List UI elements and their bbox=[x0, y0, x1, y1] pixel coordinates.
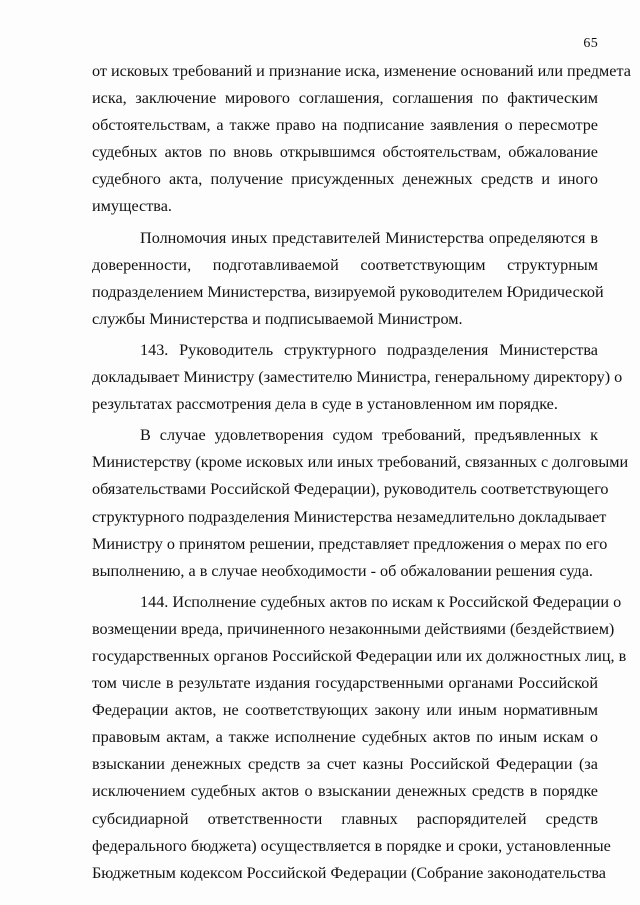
text-line: Бюджетным кодексом Российской Федерации (Собрание законодательства bbox=[92, 863, 606, 882]
paragraph bbox=[92, 422, 629, 585]
page-number: 65 bbox=[583, 36, 598, 51]
text-line: обстоятельствам, а также право на подписание заявления о пересмотре bbox=[92, 116, 598, 135]
text-line: службы Министерства и подписываемой Министром. bbox=[92, 309, 463, 328]
paragraph bbox=[92, 589, 627, 887]
text-line: 144. Исполнение судебных актов по искам к Российской Федерации о bbox=[140, 592, 622, 611]
text-line: Полномочия иных представителей Министерства определяются в bbox=[140, 228, 598, 247]
text-line: 143. Руководитель структурного подразделения Министерства bbox=[140, 340, 598, 359]
text-line: обязательствами Российской Федерации), руководитель соответствующего bbox=[92, 480, 609, 499]
text-line: выполнению, а в случае необходимости - об обжаловании решения суда. bbox=[92, 561, 593, 580]
paragraph bbox=[92, 58, 631, 221]
text-line: исключением судебных актов о взыскании денежных средств в порядке bbox=[92, 782, 598, 801]
document-body bbox=[92, 58, 631, 887]
text-line: правовым актам, а также исполнение судебных актов по иным искам о bbox=[92, 728, 598, 747]
text-line: судебных актов по вновь открывшимся обстоятельствам, обжалование bbox=[92, 143, 598, 162]
text-line: Министру о принятом решении, представляет предложения о мерах по его bbox=[92, 534, 608, 553]
text-line: том числе в результате издания государственными органами Российской bbox=[92, 674, 598, 693]
text-line: Федерации актов, не соответствующих закону или иным нормативным bbox=[92, 701, 598, 720]
text-line: субсидиарной ответственности главных распорядителей средств bbox=[92, 809, 598, 828]
paragraph bbox=[92, 225, 604, 333]
text-line: доверенности, подготавливаемой соответствующим структурным bbox=[92, 255, 598, 274]
text-line: структурного подразделения Министерства незамедлительно докладывает bbox=[92, 507, 607, 526]
text-line: от исковых требований и признание иска, изменение оснований или предмета bbox=[92, 62, 631, 80]
text-line: В случае удовлетворения судом требований, предъявленных к bbox=[140, 426, 598, 445]
text-line: государственных органов Российской Федерации или их должностных лиц, в bbox=[92, 646, 627, 665]
text-line: взыскании денежных средств за счет казны Российской Федерации (за bbox=[92, 755, 598, 774]
paragraph bbox=[92, 337, 623, 418]
text-line: судебного акта, получение присужденных денежных средств и иного bbox=[92, 170, 598, 189]
text-line: возмещении вреда, причиненного незаконными действиями (бездействием) bbox=[92, 619, 615, 638]
text-line: иска, заключение мирового соглашения, соглашения по фактическим bbox=[92, 89, 598, 108]
text-line: Министерству (кроме исковых или иных требований, связанных с долговыми bbox=[92, 453, 629, 472]
text-line: результатах рассмотрения дела в суде в установленном им порядке. bbox=[92, 395, 558, 414]
text-line: имущества. bbox=[92, 197, 172, 216]
text-line: докладывает Министру (заместителю Министра, генеральному директору) о bbox=[92, 368, 623, 387]
text-line: подразделением Министерства, визируемой руководителем Юридической bbox=[92, 282, 604, 301]
text-line: федерального бюджета) осуществляется в порядке и сроки, установленные bbox=[92, 836, 611, 855]
